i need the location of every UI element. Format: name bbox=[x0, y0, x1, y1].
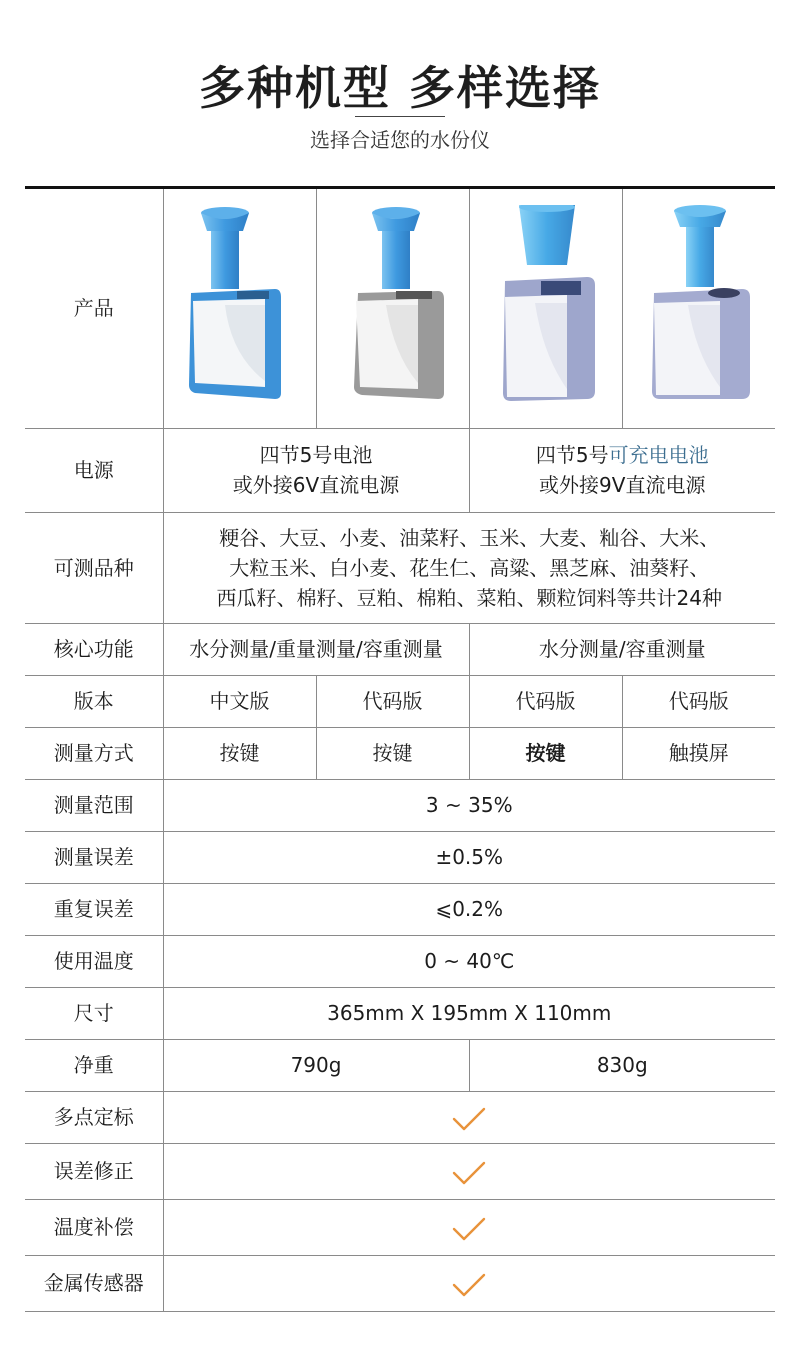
row-product bbox=[25, 189, 775, 428]
weight-right: 830g bbox=[469, 1039, 775, 1091]
error-value: ±0.5% bbox=[163, 831, 775, 883]
varieties-line3: 西瓜籽、棉籽、豆粕、棉粕、菜粕、颗粒饲料等共计24种 bbox=[216, 585, 722, 610]
row-label: 净重 bbox=[25, 1039, 163, 1091]
sensor-value bbox=[163, 1255, 775, 1311]
row-temp bbox=[25, 935, 775, 987]
power-right bbox=[469, 428, 775, 512]
function-right: 水分测量/容重测量 bbox=[469, 623, 775, 675]
row-multipoint bbox=[25, 1091, 775, 1143]
row-label: 多点定标 bbox=[25, 1091, 163, 1143]
function-left: 水分测量/重量测量/容重测量 bbox=[163, 623, 469, 675]
size-value: 365mm X 195mm X 110mm bbox=[163, 987, 775, 1039]
row-label: 误差修正 bbox=[25, 1143, 163, 1199]
lavender-moisture-meter-image bbox=[491, 205, 601, 405]
power-left-line2: 或外接6V直流电源 bbox=[232, 473, 400, 497]
method-value: 触摸屏 bbox=[622, 727, 775, 779]
product-cell bbox=[622, 189, 775, 428]
version-value: 代码版 bbox=[469, 675, 622, 727]
row-label: 核心功能 bbox=[25, 623, 163, 675]
varieties-cell bbox=[163, 512, 775, 623]
row-varieties bbox=[25, 512, 775, 623]
varieties-line1: 粳谷、大豆、小麦、油菜籽、玉米、大麦、籼谷、大米、 bbox=[219, 525, 720, 550]
row-label: 温度补偿 bbox=[25, 1199, 163, 1255]
varieties-line2: 大粒玉米、白小麦、花生仁、高粱、黑芝麻、油葵籽、 bbox=[229, 555, 710, 580]
temp-value: 0 ~ 40℃ bbox=[163, 935, 775, 987]
check-icon bbox=[452, 1106, 486, 1132]
row-label: 测量方式 bbox=[25, 727, 163, 779]
row-error bbox=[25, 831, 775, 883]
method-value: 按键 bbox=[163, 727, 316, 779]
page-title: 多种机型 多样选择 bbox=[198, 61, 601, 115]
gray-moisture-meter-image bbox=[338, 205, 448, 405]
row-repeat bbox=[25, 883, 775, 935]
check-icon bbox=[452, 1160, 486, 1186]
page-subtitle: 选择合适您的水份仪 bbox=[310, 128, 490, 152]
row-label: 测量误差 bbox=[25, 831, 163, 883]
repeat-value: ⩽0.2% bbox=[163, 883, 775, 935]
range-value: 3 ~ 35% bbox=[163, 779, 775, 831]
check-icon bbox=[452, 1216, 486, 1242]
power-right-line2: 或外接9V直流电源 bbox=[539, 473, 706, 497]
power-right-line1-b: 可充电电池 bbox=[608, 443, 709, 467]
weight-left: 790g bbox=[163, 1039, 469, 1091]
method-value: 按键 bbox=[316, 727, 469, 779]
row-label: 产品 bbox=[25, 189, 163, 428]
row-function bbox=[25, 623, 775, 675]
product-cell bbox=[469, 189, 622, 428]
row-sensor bbox=[25, 1255, 775, 1311]
product-cell bbox=[163, 189, 316, 428]
row-label: 测量范围 bbox=[25, 779, 163, 831]
row-power bbox=[25, 428, 775, 512]
version-value: 代码版 bbox=[316, 675, 469, 727]
row-label: 使用温度 bbox=[25, 935, 163, 987]
power-left bbox=[163, 428, 469, 512]
version-value: 代码版 bbox=[622, 675, 775, 727]
power-right-line1-a: 四节5号 bbox=[535, 443, 609, 467]
row-label: 金属传感器 bbox=[25, 1255, 163, 1311]
version-value: 中文版 bbox=[163, 675, 316, 727]
product-cell bbox=[316, 189, 469, 428]
row-method bbox=[25, 727, 775, 779]
method-value: 按键 bbox=[469, 727, 622, 779]
multipoint-value bbox=[163, 1091, 775, 1143]
title-underline bbox=[355, 116, 445, 117]
spec-table bbox=[25, 189, 775, 1312]
power-left-line1: 四节5号电池 bbox=[259, 443, 373, 467]
row-range bbox=[25, 779, 775, 831]
row-label: 重复误差 bbox=[25, 883, 163, 935]
check-icon bbox=[452, 1272, 486, 1298]
compensation-value bbox=[163, 1199, 775, 1255]
row-version bbox=[25, 675, 775, 727]
lavender-moisture-meter-touchscreen-image bbox=[644, 205, 754, 405]
row-compensation bbox=[25, 1199, 775, 1255]
row-size bbox=[25, 987, 775, 1039]
blue-moisture-meter-image bbox=[185, 205, 295, 405]
row-correction bbox=[25, 1143, 775, 1199]
correction-value bbox=[163, 1143, 775, 1199]
row-label: 尺寸 bbox=[25, 987, 163, 1039]
row-weight bbox=[25, 1039, 775, 1091]
row-label: 可测品种 bbox=[25, 512, 163, 623]
row-label: 版本 bbox=[25, 675, 163, 727]
row-label: 电源 bbox=[25, 428, 163, 512]
